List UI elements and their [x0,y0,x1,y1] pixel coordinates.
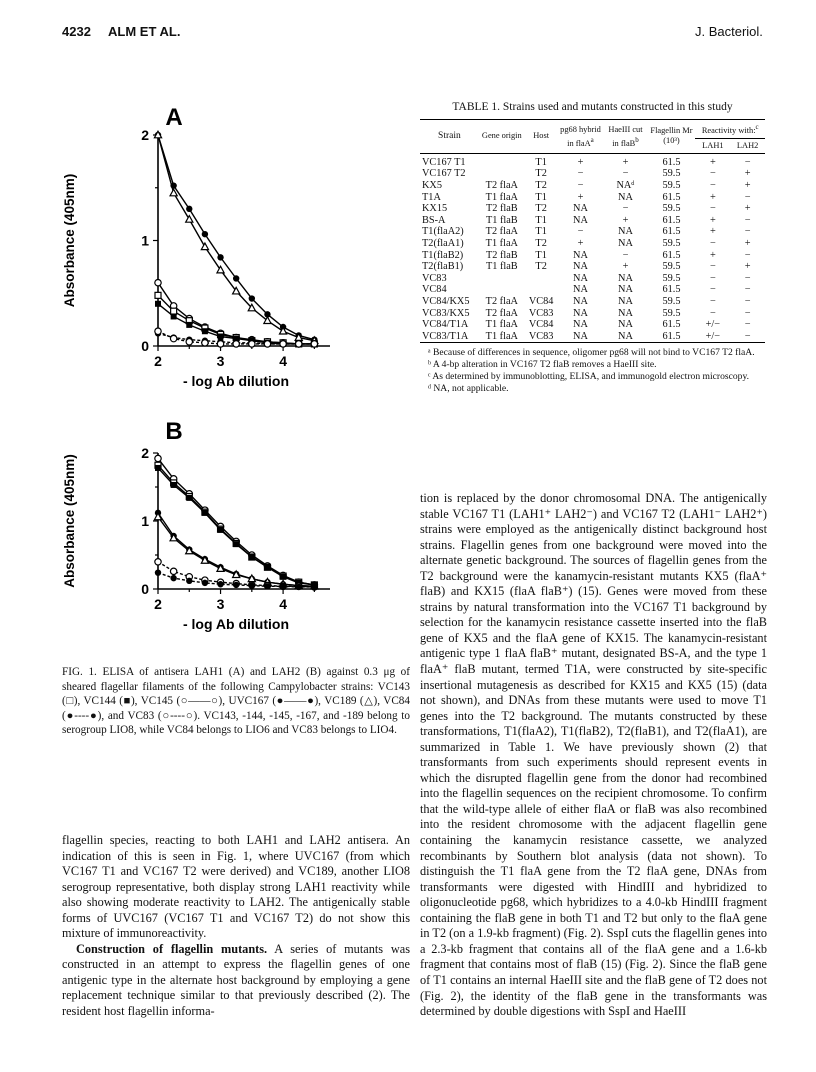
footnote: ᶜ As determined by immunoblotting, ELISA, and immunogold electron microscopy. [428,370,750,382]
table-row [420,168,765,180]
x-tick-label: 3 [216,353,225,369]
cell-lah2: − [744,319,751,331]
col-header-pg68: pg68 hybrid in flaA$^a$ [560,124,601,148]
cell-host: T2 [535,203,547,215]
cell-gene-origin: T1 flaB [485,214,518,226]
data-point [249,554,255,560]
cell-pg68: NA [573,319,588,331]
col-header-host: Host [533,131,550,141]
cell-lah2: + [744,237,751,249]
cell-lah1: + [709,191,716,203]
col-header-lah1: LAH1 [702,140,724,150]
data-point [280,583,286,589]
cell-pg68: NA [573,272,588,284]
cell-lah2: − [744,214,751,226]
cell-gene-origin [479,284,525,296]
x-axis-label: - log Ab dilution [182,373,290,389]
cell-flagellin: 59.5 [662,168,681,180]
table-row [420,203,765,215]
col-header-gene-origin: Gene origin [481,131,522,141]
cell-lah2: − [744,284,751,296]
cell-host: T2 [535,168,547,180]
data-point [264,583,270,589]
cell-gene-origin: T2 flaA [485,295,518,307]
cell-lah2: − [744,191,751,203]
data-point [155,465,161,471]
footnote: ᵃ Because of differences in sequence, oligomer pg68 will not bind to VC167 T2 flaA. [428,347,755,359]
cell-strain: T1(flaB2) [422,249,464,261]
data-point [202,510,208,516]
cell-flagellin: 61.5 [662,191,681,203]
cell-strain: T2(flaA1) [422,237,464,249]
figure-panel-a [60,104,360,400]
data-point [186,339,192,345]
x-axis-label: - log Ab dilution [182,616,290,632]
cell-lah1: + [709,226,716,238]
cell-lah2: + [744,179,751,191]
series-line [158,135,314,341]
cell-flagellin: 61.5 [662,249,681,261]
data-point [202,328,208,334]
cell-flagellin: 59.5 [662,237,681,249]
data-point [249,295,255,301]
data-point [170,335,176,341]
cell-lah1: +/− [695,331,730,343]
cell-haeiii: − [622,203,629,215]
data-point [264,341,270,347]
table-row [420,308,765,320]
data-point [217,254,223,260]
col-header-strain: Strain [438,131,461,142]
cell-gene-origin: T1 flaA [485,319,518,331]
cell-lah2: − [744,249,751,261]
series-line [158,458,314,584]
paragraph-text: A series of mutants was constructed in an attempt to express the flagellin genes of one antigenic type in the alternate host background by employing a gene replacement technique similar to that previously described (2). The resident host flagellin informa- [62,941,410,1019]
data-point [217,581,223,587]
data-point [249,341,255,347]
cell-flagellin: 59.5 [662,307,681,319]
data-point [186,206,192,212]
cell-flagellin: 61.5 [662,319,681,331]
table-row [420,261,765,273]
data-point [155,328,161,334]
cell-flagellin: 59.5 [662,272,681,284]
cell-gene-origin: T1 flaA [485,191,518,203]
data-point [170,575,176,581]
cell-lah1: + [709,214,716,226]
data-point [155,301,161,307]
data-point [186,216,193,223]
cell-strain: VC167 T1 [422,156,466,168]
data-point [171,308,177,314]
cell-strain: VC83 [422,272,447,284]
data-point [202,580,208,586]
cell-strain: KX5 [422,179,443,191]
cell-strain: VC167 T2 [422,168,466,180]
x-tick-label: 3 [216,596,225,612]
cell-host [525,284,558,296]
paragraph [62,942,410,1020]
series-vc189 [154,131,318,343]
y-tick-label: 1 [141,513,149,529]
cell-strain: T1A [422,191,441,203]
cell-haeiii: + [622,261,629,273]
table-row [420,180,765,192]
left-column-text [62,833,410,1020]
cell-pg68: NA [573,284,588,296]
x-tick-label: 4 [279,596,287,612]
series-vc143 [155,462,317,588]
cell-lah2: − [744,307,751,319]
section-heading: Construction of flagellin mutants. [76,941,268,956]
cell-host: T1 [535,249,547,261]
data-point [170,568,176,574]
table-row [420,153,765,168]
cell-flagellin: 61.5 [662,214,681,226]
cell-host: T1 [535,226,547,238]
cell-gene-origin: T2 flaB [485,203,518,215]
data-point [155,292,161,298]
cell-flagellin: 59.5 [662,203,681,215]
cell-strain: VC84/T1A [422,319,469,331]
cell-haeiii: NAᵈ [616,179,635,191]
cell-host: T1 [535,156,547,168]
cell-strain: BS-A [422,214,446,226]
cell-flagellin: 61.5 [662,284,681,296]
cell-gene-origin [479,168,525,180]
data-point [202,340,208,346]
cell-lah1: − [709,261,716,273]
cell-pg68: NA [573,295,588,307]
y-tick-label: 2 [141,127,149,143]
cell-haeiii: + [622,214,629,226]
cell-host: T2 [535,179,547,191]
cell-host: T1 [535,214,547,226]
cell-gene-origin: T1 flaA [479,331,525,343]
col-header-flagellin: Flagellin Mr (10³) [650,126,693,146]
data-point [171,313,177,319]
x-tick-label: 4 [279,353,287,369]
cell-lah2: − [744,295,751,307]
y-tick-label: 0 [141,338,149,354]
data-point [217,341,223,347]
table-row [420,319,765,331]
series-vc145 [155,455,318,588]
cell-pg68: NA [573,307,588,319]
cell-gene-origin [479,273,525,285]
cell-host: VC84 [528,319,554,331]
figure-caption-text: ELISA of antisera LAH1 (A) and LAH2 (B) against 0.3 μg of sheared flagellar filaments of the following Campylobacter strains: VC143 (□), VC144 (■), VC145 (○——○), UVC167 (●——●), VC189 (△), VC84 (●----●), and VC83 (○----○). VC143, -144, -145, -167, and -189 belong to serogroup LIO8, while VC84 belongs to LIO6 and VC83 belongs to LIO4. [62,666,411,737]
x-tick-label: 2 [154,596,162,612]
cell-lah1: − [709,179,716,191]
y-tick-label: 1 [141,232,149,249]
data-point [201,243,208,250]
cell-haeiii: NA [618,237,633,249]
x-tick-label: 2 [154,353,162,369]
cell-haeiii: − [622,249,629,261]
cell-strain: T1(flaA2) [422,226,464,238]
cell-flagellin: 59.5 [662,261,681,273]
figure-panel-b [60,418,360,657]
data-point [218,527,224,533]
cell-haeiii: NA [618,319,633,331]
footnote: ᵇ A 4-bp alteration in VC167 T2 flaB removes a HaeIII site. [428,359,657,371]
cell-flagellin: 59.5 [662,295,681,307]
cell-gene-origin: T1 flaB [485,261,518,273]
col-header-reactivity: Reactivity with:$^c$ [695,120,765,139]
cell-haeiii: − [622,168,629,180]
table-footnotes [420,347,765,394]
table-row [420,250,765,262]
y-tick-label: 0 [141,581,149,597]
cell-pg68: NA [573,203,588,215]
data-point [311,341,317,347]
table-row [420,284,765,296]
cell-lah2: + [744,261,751,273]
figure-label: FIG. 1. [62,666,97,678]
paragraph: tion is replaced by the donor chromosomal DNA. The antigenically stable VC167 T1 (LAH1⁺ LAH2⁻) and VC167 T2 (LAH1⁻ LAH2⁺) strains were employed as the antigenically distinct background host strains. Flagellin genes from one background were moved into the alternate genetic background. The sources of flagellin genes from the T2 background were the kanamycin-resistant mutants KX5 (flaA⁺ flaB) and KX15 (flaA flaB⁺) (15). Genes were moved from these strains by natural transformation into the VC167 T1 background by selection for the kanamycin resistance cassette inserted into the flaB gene of KX5 and the flaA gene of KX15. The kanamycin-resistant antigenic type 1 flaA flaB⁺ mutant, designated BS-A, and the type 1 flaA⁺ flaB mutant, termed T1A, were constructed by site-specific insertional mutagenesis as described for KX15 and KX5 (15) (data not shown), and DNAs from these mutants were used to move T1 genes into the T2 background. The mutants constructed by these transformations, T1(flaA2), T1(flaB2), T2(flaB1), and T2(flaA1), are summarized in Table 1. We have previously shown (2) that transformants from such experiments should represent events in which the disrupted flagellin gene from the donor had recombined into the flagellin sequences on the recipient chromosome. To confirm that the wild-type allele of either flaA or flaB was also recombined into the resident chromosome with the adjacent flagellin gene containing the kanamycin resistance cassette, we analyzed recombinants by Southern blot analysis (data not shown). To distinguish the T1 flaA gene from the T2 flaA gene, DNAs from transformants were digested with HindIII and hybridized to oligonucleotide pg68, which hybridizes to a 4.0-kb HindIII fragment containing the flaB gene in both T1 and T2 but only to the flaA gene in T2 (on a 1.9-kb fragment) (Fig. 2). SspI cuts the flagellin genes into a 2.3-kb fragment that contains all of the flaA gene and a 1.6-kb fragment that contains most of flaB (15) (Fig. 2). Since the flaB gene of T1 contains an internal HaeIII site and the flaB gene of T2 does not (Fig. 2), the identity of the flaB gene in the transformants was determined by double digestions with SspI and HaeIII [420,491,767,1019]
cell-lah1: − [709,203,716,215]
data-point [233,541,239,547]
page-number: 4232 [62,24,91,39]
data-point [155,455,161,461]
cell-host: T2 [535,237,547,249]
cell-pg68: + [577,237,584,249]
data-point [155,569,161,575]
cell-strain: KX15 [422,203,448,215]
figure-caption [62,665,410,738]
table-row [420,238,765,250]
cell-lah1: + [709,156,716,168]
cell-pg68: − [577,168,584,180]
data-point [280,574,286,580]
cell-gene-origin: T2 flaA [485,179,518,191]
cell-strain: VC84/KX5 [422,295,470,307]
data-point [186,495,192,501]
panel-letter: A [165,104,183,131]
data-point [155,559,161,565]
cell-flagellin: 61.5 [662,226,681,238]
series-line [158,465,314,585]
cell-gene-origin: T2 flaA [485,226,518,238]
cell-host: VC83 [528,307,554,319]
cell-lah1: +/− [705,319,721,331]
y-tick-label: 2 [141,445,149,461]
data-point [233,582,239,588]
cell-lah2: − [730,331,765,343]
journal-name: J. Bacteriol. [695,24,763,39]
table-row [420,226,765,238]
running-authors: ALM ET AL. [108,24,181,39]
cell-strain: VC83/T1A [420,331,479,343]
panel-letter: B [165,418,183,445]
series-line [158,135,314,340]
cell-host: VC83 [525,331,558,343]
cell-lah1: − [709,295,716,307]
table-1 [420,101,765,394]
col-header-lah2: LAH2 [736,140,759,150]
cell-flagellin: 61.5 [662,156,681,168]
cell-gene-origin: T2 flaA [485,307,518,319]
cell-pg68: − [577,226,584,238]
cell-gene-origin [479,153,525,168]
cell-haeiii: NA [618,284,633,296]
cell-haeiii: NA [618,295,633,307]
cell-haeiii: NA [618,307,633,319]
cell-strain: T2(flaB1) [422,261,464,273]
cell-lah1: − [709,284,716,296]
cell-haeiii: NA [603,331,647,343]
cell-haeiii: NA [618,191,633,203]
data-point [202,231,208,237]
cell-lah1: − [709,168,716,180]
cell-flagellin: 61.5 [647,331,695,343]
cell-lah1: − [709,272,716,284]
cell-lah2: + [744,168,751,180]
table-row [420,331,765,343]
data-point [171,482,177,488]
right-column-text [420,491,767,1020]
cell-lah1: − [709,237,716,249]
cell-strain: VC84 [422,284,447,296]
cell-host: T2 [535,261,547,273]
cell-lah2: + [744,203,751,215]
col-header-haeiii: HaeIII cut in flaB$^b$ [608,124,643,148]
cell-host: VC84 [528,295,554,307]
data-point [296,341,302,347]
data-point [186,578,192,584]
cell-haeiii: NA [618,226,633,238]
cell-lah2: − [744,226,751,238]
data-point [233,275,239,281]
cell-pg68: − [577,179,584,191]
data-point [296,584,302,590]
cell-lah1: − [709,307,716,319]
cell-gene-origin: T1 flaA [485,237,518,249]
cell-strain: VC83/KX5 [422,307,470,319]
cell-pg68: + [577,156,584,168]
cell-haeiii: NA [618,272,633,284]
data-point [280,341,286,347]
cell-lah1: + [709,249,716,261]
table-row [420,215,765,227]
data-point [155,280,161,286]
cell-host: T1 [535,191,547,203]
cell-pg68: NA [573,249,588,261]
table-row [420,296,765,308]
cell-pg68: NA [573,261,588,273]
cell-gene-origin: T2 flaB [485,249,518,261]
data-point [249,582,255,588]
cell-haeiii: + [622,156,629,168]
strains-table [420,119,765,343]
cell-pg68: + [577,191,584,203]
cell-lah2: − [744,272,751,284]
footnote: ᵈ NA, not applicable. [428,382,509,394]
cell-host [525,273,558,285]
data-point [233,341,239,347]
table-row [420,273,765,285]
data-point [186,322,192,328]
cell-pg68: NA [557,331,603,343]
y-axis-label: Absorbance (405nm) [62,454,77,588]
data-point [264,564,270,570]
y-axis-label: Absorbance (405nm) [62,173,77,308]
table-title: TABLE 1. Strains used and mutants constructed in this study [452,101,733,113]
series-vc189 [154,513,318,589]
data-point [311,584,317,590]
cell-lah2: − [744,156,751,168]
paragraph: flagellin species, reacting to both LAH1 and LAH2 antisera. An indication of this is seen in Fig. 1, where UVC167 (from which VC167 T1 and VC167 T2 were derived) and VC189, another LIO8 serogroup representative, both display strong LAH1 reactivity while also showing moderate reactivity to LAH2. The antigenically stable forms of UVC167 (VC167 T1 and VC167 T2) do not show this mixture of immunoreactivity. [62,833,410,941]
table-row [420,192,765,204]
cell-pg68: NA [573,214,588,226]
cell-flagellin: 59.5 [662,179,681,191]
